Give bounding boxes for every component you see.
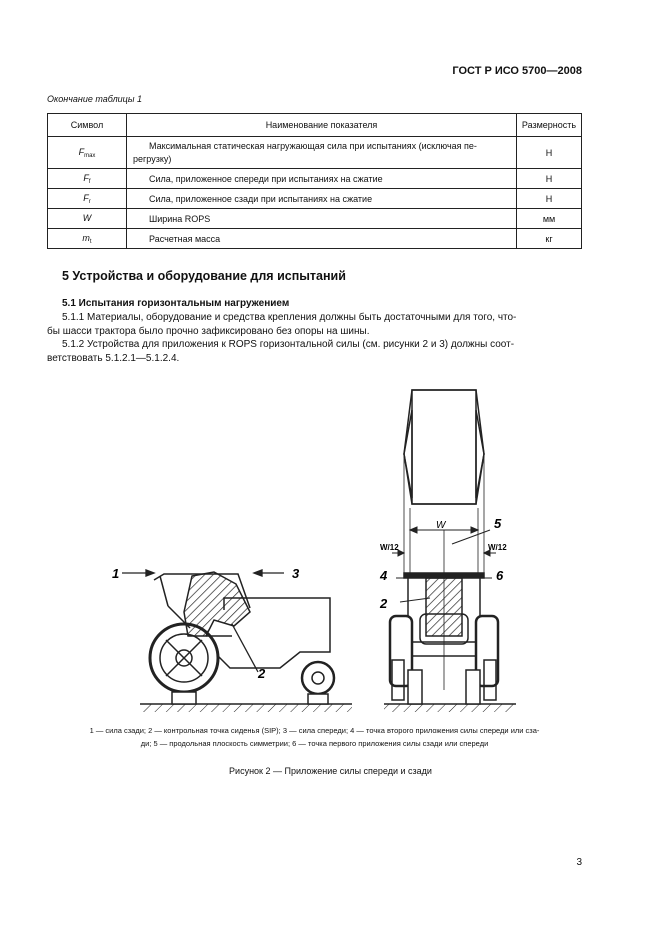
symbol-cell: $F_r$ (48, 189, 127, 209)
label-w: W (436, 520, 446, 531)
unit-cell: кг (517, 229, 582, 249)
col-symbol: Символ (48, 114, 127, 137)
symbol-cell: $F_{max}$ (48, 137, 127, 169)
table-row (48, 169, 582, 189)
unit-cell: Н (517, 169, 582, 189)
label-2-side: 2 (258, 666, 266, 681)
name-cell: Максимальная статическая нагружающая сила при испытаниях (исключая пе- регрузку) (127, 137, 517, 169)
name-cell: Сила, приложенное спереди при испытаниях на сжатие (127, 169, 517, 189)
symbol-cell: W (48, 209, 127, 229)
paragraph-5-1-1 (47, 311, 582, 338)
table-row (48, 189, 582, 209)
page-number: 3 (576, 857, 582, 868)
p1-line2: бы шасси трактора было прочно зафиксировано без опоры на шины. (47, 325, 370, 337)
symbol-cell: $m_t$ (48, 229, 127, 249)
table-row (48, 209, 582, 229)
label-2-rear: 2 (380, 596, 388, 611)
col-name: Наименование показателя (127, 114, 517, 137)
label-3: 3 (292, 566, 300, 581)
unit-cell: Н (517, 137, 582, 169)
label-6: 6 (496, 568, 504, 583)
table-row (48, 229, 582, 249)
label-5: 5 (494, 516, 502, 531)
table-caption: Окончание таблицы 1 (47, 94, 142, 104)
p1-line1: 5.1.1 Материалы, оборудование и средства крепления должны быть достаточными для того, что- (62, 312, 517, 323)
p2-line2: ветствовать 5.1.2.1—5.1.2.4. (47, 352, 180, 364)
paragraph-5-1-2 (47, 338, 582, 365)
legend-line2: ди; 5 — продольная плоскость симметрии; 6 — точка первого приложения силы сзади или спереди (140, 739, 489, 748)
section-title: 5 Устройства и оборудование для испытаний (62, 269, 346, 283)
table-row (48, 137, 582, 169)
legend-line1: 1 — сила сзади; 2 — контрольная точка сиденья (SIP); 3 — сила спереди; 4 — точка второго приложения силы спереди или сза- (89, 726, 540, 735)
name-cell: Расчетная масса (127, 229, 517, 249)
unit-cell: Н (517, 189, 582, 209)
standard-header: ГОСТ Р ИСО 5700—2008 (452, 65, 582, 77)
symbol-cell: $F_f$ (48, 169, 127, 189)
table-header-row (48, 114, 582, 137)
col-unit: Размерность (517, 114, 582, 137)
figure-caption: Рисунок 2 — Приложение силы спереди и сзади (229, 766, 432, 776)
name-cell: Сила, приложенное сзади при испытаниях на сжатие (127, 189, 517, 209)
label-1: 1 (112, 566, 120, 581)
parameters-table (47, 113, 582, 249)
label-w12-right: W/12 (488, 543, 507, 552)
p2-line1: 5.1.2 Устройства для приложения к ROPS горизонтальной силы (см. рисунки 2 и 3) должны соот- (62, 339, 515, 350)
subsection-title: 5.1 Испытания горизонтальным нагружением (62, 298, 290, 309)
unit-cell: мм (517, 209, 582, 229)
name-cell: Ширина ROPS (127, 209, 517, 229)
figure-2-drawing (0, 380, 661, 720)
side-view-tractor (140, 572, 352, 712)
figure-legend (47, 724, 582, 750)
label-w12-left: W/12 (380, 543, 399, 552)
label-4: 4 (380, 568, 388, 583)
